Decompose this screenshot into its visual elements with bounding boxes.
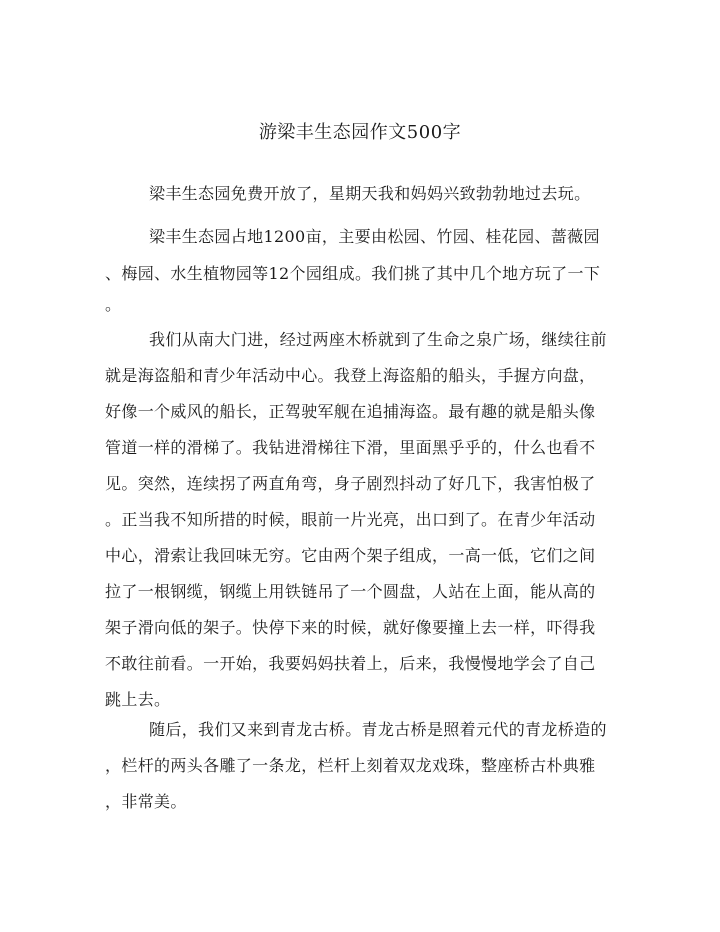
document-title: 游梁丰生态园作文500字 bbox=[258, 122, 462, 143]
text-line: 拉了一根钢缆，钢缆上用铁链吊了一个圆盘，人站在上面，能从高的 bbox=[105, 582, 596, 601]
text-line: 。 bbox=[105, 295, 122, 314]
text-line: 好像一个威风的船长，正驾驶军舰在追捕海盗。最有趣的就是船头像 bbox=[105, 402, 596, 421]
text-line: 。正当我不知所措的时候，眼前一片光亮，出口到了。在青少年活动 bbox=[105, 510, 596, 529]
text-line: 中心，滑索让我回味无穷。它由两个架子组成，一高一低，它们之间 bbox=[105, 546, 596, 565]
text-line: 、梅园、水生植物园等12个园组成。我们挑了其中几个地方玩了一下 bbox=[105, 264, 601, 283]
text-line: 架子滑向低的架子。快停下来的时候，就好像要撞上去一样，吓得我 bbox=[105, 618, 596, 637]
text-line: 梁丰生态园占地1200亩，主要由松园、竹园、桂花园、蔷薇园 bbox=[149, 227, 600, 246]
text-line: ，栏杆的两头各雕了一条龙，栏杆上刻着双龙戏珠，整座桥古朴典雅 bbox=[105, 756, 596, 775]
text-line: 跳上去。 bbox=[105, 690, 171, 709]
text-line: ，非常美。 bbox=[105, 792, 187, 811]
text-line: 梁丰生态园免费开放了，星期天我和妈妈兴致勃勃地过去玩。 bbox=[149, 184, 591, 203]
text-line: 我们从南大门进，经过两座木桥就到了生命之泉广场，继续往前 bbox=[149, 330, 607, 349]
text-line: 管道一样的滑梯了。我钻进滑梯往下滑，里面黑乎乎的，什么也看不 bbox=[105, 438, 596, 457]
text-line: 随后，我们又来到青龙古桥。青龙古桥是照着元代的青龙桥造的 bbox=[149, 720, 607, 739]
text-line: 就是海盗船和青少年活动中心。我登上海盗船的船头，手握方向盘， bbox=[105, 366, 596, 385]
text-line: 见。突然，连续拐了两直角弯，身子剧烈抖动了好几下，我害怕极了 bbox=[105, 474, 596, 493]
text-line: 不敢往前看。一开始，我要妈妈扶着上，后来，我慢慢地学会了自己 bbox=[105, 654, 596, 673]
